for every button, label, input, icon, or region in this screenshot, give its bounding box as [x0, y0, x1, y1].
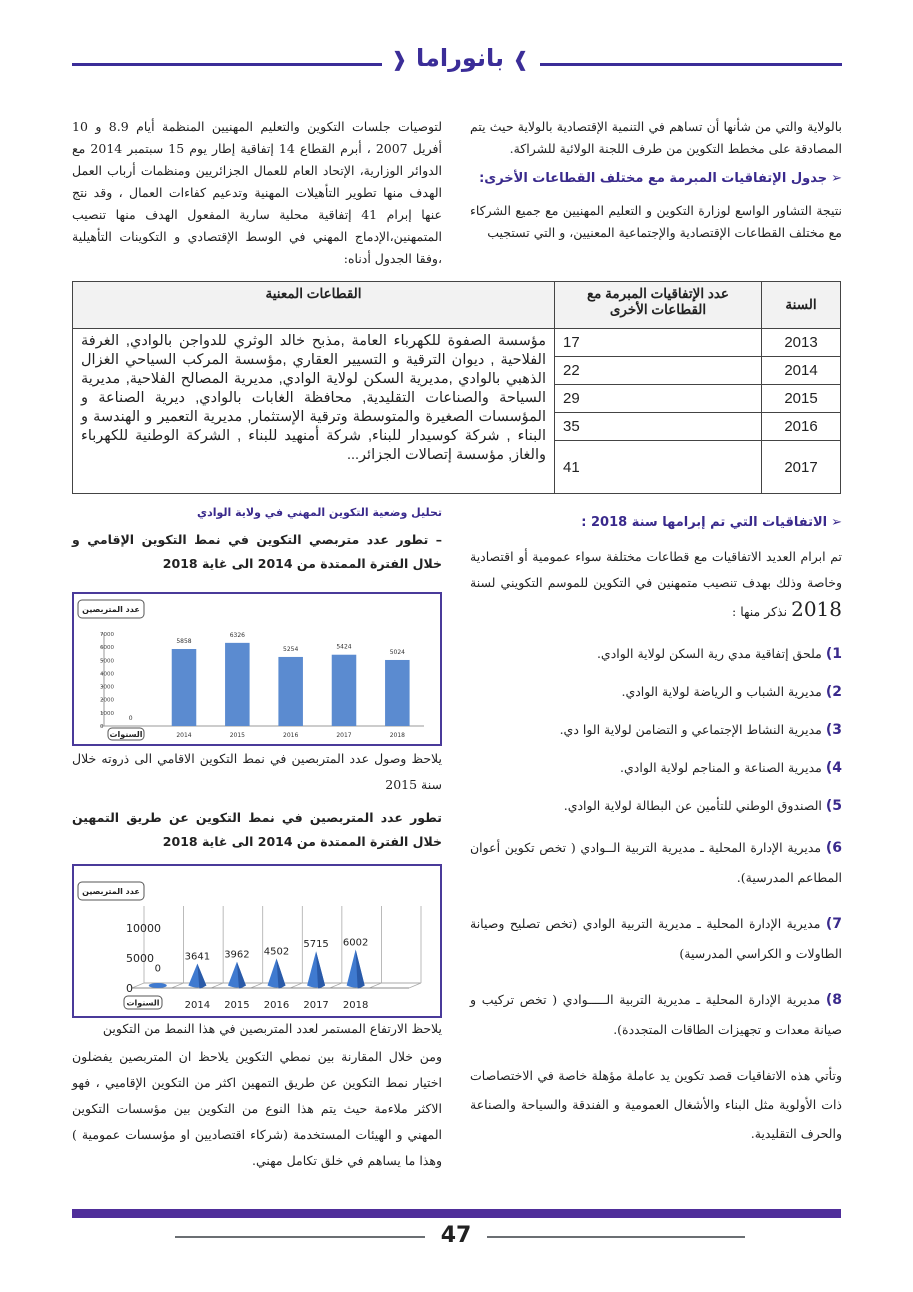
x-tick-label: 2014 — [184, 1000, 211, 1011]
floor-line — [369, 983, 381, 988]
header-count: عدد الإتفاقيات المبرمة مع القطاعات الأخرى — [555, 282, 762, 329]
header-rule-right — [540, 63, 842, 66]
agreements-list — [470, 643, 842, 1045]
page-number: 47 — [440, 1223, 472, 1248]
x-tick-label: 2014 — [176, 732, 192, 739]
bar — [278, 657, 303, 726]
closing-paragraph: وتأتي هذه الاتفاقيات قصد تكوين يد عاملة مؤهلة خاصة في الاختصاصات ذات الأولوية مثل البناء والأشغال العمومية و الفندقة والسياحة والصناعة والحرف التقليدية. — [470, 1068, 842, 1141]
header-sectors: القطاعات المعنية — [73, 282, 555, 329]
y-tick-label: 1000 — [100, 710, 114, 717]
chart-apprenticeship-trainees — [72, 864, 442, 1018]
y-tick-label: 7000 — [100, 632, 114, 638]
x-tick-label: 2015 — [229, 732, 245, 739]
list-item: 8) مديرية الإدارة المحلية ـ مديرية التربية الـــــوادي ( تخص تركيب و صيانة معدات و تجهيزات الطاقات المتجددة). — [470, 992, 842, 1037]
table-header-row — [73, 282, 841, 329]
x-tick-label: 2015 — [224, 1000, 250, 1011]
y-tick-label: 5000 — [100, 658, 114, 665]
y-tick-label: 6000 — [100, 645, 114, 652]
data-label: 5715 — [303, 939, 329, 951]
cell-year: 2016 — [762, 413, 841, 441]
cell-count: 35 — [555, 413, 762, 441]
chart-residential-trainees — [72, 592, 442, 746]
cell-year: 2015 — [762, 385, 841, 413]
y-tick-label: 5000 — [126, 952, 154, 965]
cone — [149, 983, 167, 988]
header-rule-left — [72, 63, 382, 66]
chart2-xlabel: السنوات — [126, 998, 160, 1008]
chart2-note: يلاحظ الارتفاع المستمر لعدد المتربصين في هذا النمط من التكوين — [102, 1021, 442, 1036]
conclusion-paragraph: ومن خلال المقارنة بين نمطي التكوين يلاحظ ان المتربصين يفضلون اختيار نمط التكوين عن طريق التمهين اكثر من التكوين الإقاميي ، فهو الاكثر ملاءمة حيث يتم هذا النوع من التكوين بين مؤسسات التكوين المهني و الهيئات المستخدمة (شركاء اقتصاديين او مؤسسات عمومية ) وهذا ما يساهم في خلق تكامل مهني. — [72, 1049, 442, 1168]
cone-chart-svg — [74, 866, 440, 1016]
floor-line — [172, 983, 184, 988]
left-intro-paragraph: لتوصيات جلسات التكوين والتعليم المهنيين المنظمة أيام 8.9 و 10 أفريل 2007 ، أبرم القطاع 14 إتفاقية إطار يوم 15 سبتمبر 2014 مع الدوائر الوزارية، الإتحاد العام للعمال الجزائريين ومنظمات أرباب العمل الهدف منها تطوير التأهيلات المهنية وتدعيم كفاءات العمال ، وقد نتج عنها إبرام 41 إتفاقية محلية سارية المفعول الهدف منها تنصيب المتمهنين،الإدماج المهني في الوسط الإقتصادي و التكوينات التأهيلية ،وفقا الجدول أدناه: — [72, 119, 442, 266]
x-tick-label: 2018 — [342, 1000, 369, 1011]
right-column-top — [470, 116, 842, 252]
list-item: 2) مديرية الشباب و الرياضة لولاية الوادي. — [621, 684, 842, 700]
chart2-title: عدد المتربصين — [82, 887, 140, 896]
footer-bar — [72, 1209, 841, 1218]
data-label: 0 — [128, 715, 133, 722]
cell-count: 41 — [555, 441, 762, 494]
list-item: 7) مديرية الإدارة المحلية ـ مديرية التربية الوادي (تخص تصليح وصيانة الطاولات و الكراسي المدرسية) — [470, 916, 842, 961]
agreements-2018-paragraph: تم ابرام العديد الاتفاقيات مع قطاعات مختلفة سواء عمومية أو اقتصادية وخاصة وذلك بهدف تنصيب متمهنين في التكوين للموسم التكويني لسنة 2018 نذكر منها : — [470, 549, 842, 621]
floor-line — [409, 983, 421, 988]
right-column-bottom — [470, 508, 842, 1156]
magazine-title — [385, 44, 535, 72]
x-tick-label: 2017 — [336, 732, 352, 739]
table-row — [73, 329, 841, 357]
cell-year: 2014 — [762, 357, 841, 385]
table-section-heading: ➢جدول الإتفاقيات المبرمة مع مختلف القطاعات الأخرى: — [479, 171, 842, 186]
data-label: 5858 — [176, 638, 192, 646]
cell-count: 29 — [555, 385, 762, 413]
left-column-top — [72, 116, 442, 278]
y-tick-label: 4000 — [100, 671, 114, 678]
data-label: 3962 — [224, 949, 250, 961]
cell-count: 22 — [555, 357, 762, 385]
data-label: 4502 — [263, 946, 290, 958]
chart1-heading: – تطور عدد متربصي التكوين في نمط التكوين الإقامي و خلال الفترة الممتدة من 2014 الى غاية 2018 — [72, 532, 442, 571]
header-year: السنة — [762, 282, 841, 329]
ornament-left-icon: ❰ — [390, 47, 408, 71]
footer-rule-left — [175, 1236, 425, 1238]
list-item: 3) مديرية النشاط الإجتماعي و التضامن لولاية الوا دي. — [559, 722, 842, 738]
left-column-bottom — [72, 504, 442, 576]
chart1-xlabel: السنوات — [109, 730, 143, 739]
y-tick-label: 2000 — [100, 697, 114, 704]
chart2-heading: تطور عدد المتربصين في نمط التكوين عن طريق التمهين خلال الفترة الممتدة من 2014 الى غاية 2018 — [72, 810, 442, 849]
bar — [385, 660, 410, 726]
agreements-table — [72, 281, 841, 494]
list-item: 6) مديرية الإدارة المحلية ـ مديرية التربية الــوادي ( تخص تكوين أعوان المطاعم المدرسية). — [470, 840, 842, 885]
footer-rule-right — [487, 1236, 745, 1238]
bar — [225, 643, 250, 726]
x-tick-label: 2018 — [389, 732, 405, 739]
cell-count: 17 — [555, 329, 762, 357]
agreements-2018-heading: ➢الاتفاقيات التي تم إبرامها سنة 2018 : — [581, 515, 842, 530]
list-item: 1) ملحق إتفاقية مدي رية السكن لولاية الوادي. — [596, 646, 842, 662]
y-tick-label: 0 — [126, 982, 133, 995]
y-tick-label: 3000 — [100, 684, 114, 691]
bar-chart-svg — [74, 594, 440, 744]
cell-year: 2017 — [762, 441, 841, 494]
magazine-title-text: بانوراما — [416, 44, 504, 72]
cell-sectors: مؤسسة الصفوة للكهرباء العامة ,مذبح خالد الوثري للدواجن بالوادي, الغرفة الفلاحية , ديوان الترقية و التسيير العقاري ,مؤسسة المركب السياحي الغزال الذهبي بالوادي ,مديرية السكن لولاية الوادي, مديرية المصالح الفلاحية, مديرية السياحة والصناعات التقليدية, محافظة الغابات بالوادي, ديرية الصناعة و المؤسسات الصغيرة والمتوسطة وترقية الإستثمار, مديرية التعمير و الهندسة و البناء , شركة كوسيدار للبناء, شركة أمنهيد للبناء , الشركة الوطنية للكهرباء والغاز, مؤسسة إتصالات الجزائر... — [73, 329, 555, 494]
floor-line — [330, 983, 342, 988]
chart1-note-block — [72, 746, 442, 854]
chart1-title: عدد المتربصين — [82, 605, 140, 614]
list-item: 5) الصندوق الوطني للتأمين عن البطالة لولاية الوادي. — [563, 798, 842, 814]
list-item: 4) مديرية الصناعة و المناجم لولاية الوادي. — [620, 760, 842, 776]
data-label: 5024 — [389, 648, 405, 656]
bar — [172, 649, 197, 726]
x-tick-label: 2017 — [303, 1000, 329, 1011]
x-tick-label: 2016 — [263, 1000, 290, 1011]
intro-paragraph-2: نتيجة التشاور الواسع لوزارة التكوين و التعليم المهنيين مع جميع الشركاء مع مختلف القطاعات الإقتصادية والإجتماعية المعنيين، و التي تستجيب — [470, 203, 842, 240]
conclusion-block — [72, 1018, 442, 1182]
data-label: 3641 — [184, 951, 211, 963]
chart1-note: يلاحظ وصول عدد المتربصين في نمط التكوين الاقامي الى ذروته خلال سنة 2015 — [72, 751, 442, 792]
intro-paragraph-1: بالولاية والتي من شأنها أن تساهم في التنمية الإقتصادية بالولاية حيث يتم المصادقة على مخطط التكوين من طرف اللجنة الولائية للشراكة. — [470, 119, 842, 156]
arrow-bullet-icon: ➢ — [831, 171, 842, 186]
x-tick-label: 2016 — [283, 732, 299, 739]
floor-line — [211, 983, 223, 988]
data-label: 0 — [154, 963, 161, 975]
cell-year: 2013 — [762, 329, 841, 357]
year-2018: 2018 — [791, 597, 842, 621]
data-label: 5254 — [283, 645, 299, 653]
bar — [332, 655, 357, 726]
data-label: 5424 — [336, 643, 352, 651]
data-label: 6002 — [342, 937, 369, 949]
floor-line — [290, 983, 302, 988]
floor-line — [132, 983, 144, 988]
analysis-heading: تحليل وضعية التكوين المهني في ولاية الوادي — [197, 506, 442, 519]
y-tick-label: 10000 — [126, 922, 161, 935]
arrow-bullet-icon: ➢ — [831, 515, 842, 530]
ornament-right-icon: ❱ — [512, 47, 530, 71]
data-label: 6326 — [229, 631, 245, 639]
y-tick-label: 0 — [100, 724, 104, 730]
floor-line — [251, 983, 263, 988]
